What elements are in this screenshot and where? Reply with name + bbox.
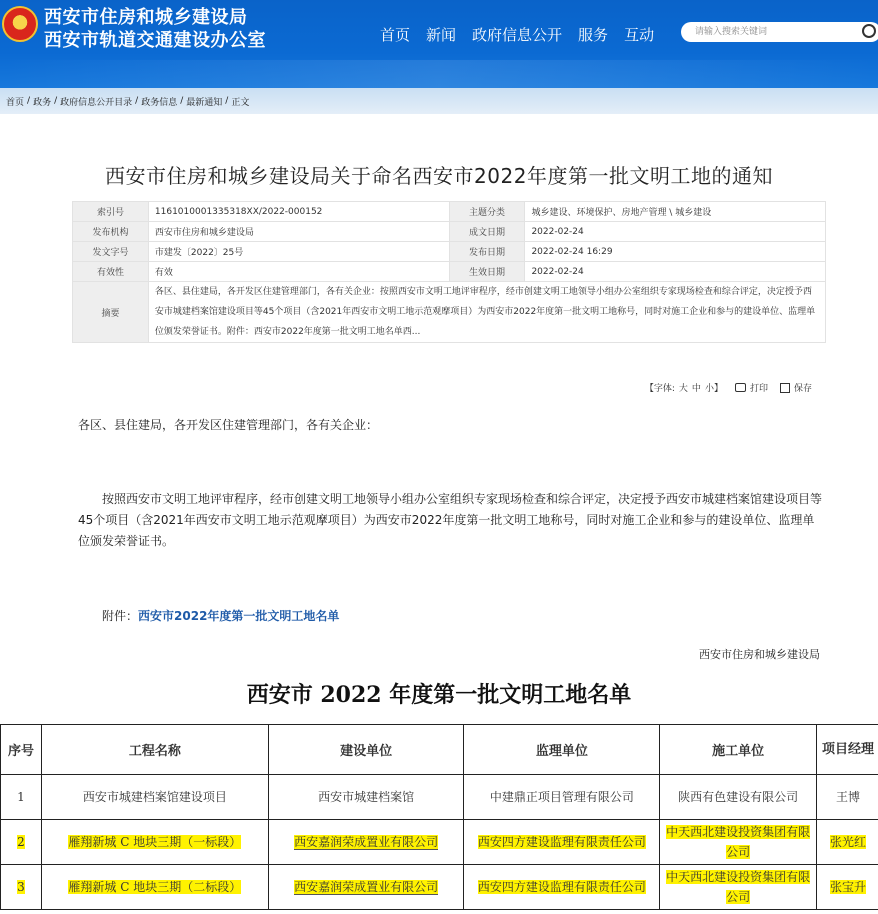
breadcrumb-separator: / [54,96,58,106]
highlighted-supervisor: 西安四方建设监理有限责任公司 [477,835,646,849]
highlighted-contractor: 中天西北建设投资集团有限公司 [666,870,811,904]
cell-no: 1 [1,775,42,820]
cell-supervisor [464,865,660,910]
header-manager: 项目经理 [817,725,878,775]
cell-project [41,820,268,865]
publisher-label: 发布机构 [73,222,149,242]
cell-supervisor: 中建鼎正项目管理有限公司 [464,775,660,820]
nav-news[interactable]: 新闻 [426,26,457,44]
breadcrumb-current: 正文 [231,97,250,108]
font-size-suffix: 】 [713,384,723,394]
header-supervisor: 监理单位 [464,725,660,775]
site-title-line2: 西安市轨道交通建设办公室 [44,30,266,51]
highlighted-contractor: 中天西北建设投资集团有限公司 [666,825,811,859]
cell-manager [817,865,878,910]
topic-value: 城乡建设、环境保护、房地产管理 \ 城乡建设 [525,202,826,222]
effective-date-label: 生效日期 [449,262,525,282]
nav-gov-info[interactable]: 政府信息公开 [472,26,563,44]
highlighted-project: 雁翔新城 C 地块三期（二标段） [68,880,242,894]
cell-builder: 西安市城建档案馆 [268,775,464,820]
highlighted-supervisor: 西安四方建设监理有限责任公司 [477,880,646,894]
attachment-link[interactable]: 西安市2022年度第一批文明工地名单 [138,609,340,623]
doc-number-label: 发文字号 [73,242,149,262]
body-paragraph: 按照西安市文明工地评审程序，经市创建文明工地领导小组办公室组织专家现场检查和综合评定，决定授予西安市城建档案馆建设项目等45个项目（含2021年西安市文明工地示范观摩项目）为西安市2022年度第一批文明工地称号，同时对施工企业和参与的建设单位、监理单位颁发荣誉证书。 [78,492,823,548]
cell-project: 西安市城建档案馆建设项目 [41,775,268,820]
cell-manager: 王博 [817,775,878,820]
breadcrumb-gov-info-catalog[interactable]: 政府信息公开目录 [60,97,133,108]
highlighted-manager: 张光红 [830,835,867,849]
highlighted-no: 3 [17,880,25,894]
article-title: 西安市住房和城乡建设局关于命名西安市2022年度第一批文明工地的通知 [105,164,773,188]
highlighted-no: 2 [17,835,25,849]
breadcrumb-separator: / [180,96,184,106]
validity-value: 有效 [148,262,449,282]
font-large-button[interactable]: 大 [678,384,688,394]
highlighted-manager: 张宝升 [830,880,867,894]
save-icon[interactable] [780,383,790,393]
signature: 西安市住房和城乡建设局 [699,648,820,661]
breadcrumb-affairs[interactable]: 政务 [33,97,52,108]
created-date-value: 2022-02-24 [525,222,826,242]
published-date-label: 发布日期 [449,242,525,262]
cell-project [41,865,268,910]
breadcrumb-separator: / [27,96,31,106]
breadcrumb-latest-notice[interactable]: 最新通知 [186,97,223,108]
summary-label: 摘要 [73,282,149,343]
table-row [1,775,878,820]
highlighted-builder: 西安嘉润荣成置业有限公司 [294,880,439,894]
created-date-label: 成文日期 [449,222,525,242]
site-title-line1: 西安市住房和城乡建设局 [44,7,248,28]
cell-contractor [660,820,817,865]
header-builder: 建设单位 [268,725,464,775]
header-project: 工程名称 [41,725,268,775]
header-contractor: 施工单位 [660,725,817,775]
table-row [1,820,878,865]
breadcrumb-separator: / [225,96,229,106]
breadcrumb-home[interactable]: 首页 [6,97,25,108]
table-header-row [1,725,878,775]
table-row [1,865,878,910]
font-medium-button[interactable]: 中 [691,384,701,394]
index-value: 11610100013353​18XX/2022-000152 [148,202,449,222]
national-emblem-icon: ★ [2,6,38,42]
effective-date-value: 2022-02-24 [525,262,826,282]
save-button[interactable]: 保存 [793,384,812,394]
font-size-prefix: 【字体: [644,384,675,394]
attachment [102,607,339,624]
site-header [0,0,878,88]
metadata-table [72,201,826,343]
site-list-table [0,724,878,910]
highlighted-builder: 西安嘉润荣成置业有限公司 [294,835,439,849]
cell-builder [268,820,464,865]
cell-no [1,865,42,910]
cell-manager [817,820,878,865]
nav-services[interactable]: 服务 [578,26,609,44]
cell-no [1,820,42,865]
validity-label: 有效性 [73,262,149,282]
breadcrumb-gov-affairs-info[interactable]: 政务信息 [141,97,178,108]
font-small-button[interactable]: 小 [704,384,714,394]
cell-contractor [660,865,817,910]
cell-contractor: 陕西有色建设有限公司 [660,775,817,820]
printer-icon[interactable] [735,383,746,392]
cell-builder [268,865,464,910]
doc-number-value: 市建发〔2022〕25号 [148,242,449,262]
header-no: 序号 [1,725,42,775]
salutation: 各区、县住建局，各开发区住建管理部门，各有关企业： [78,418,379,432]
site-title[interactable] [44,6,266,52]
summary-value: 各区、县住建局，各开发区住建管理部门，各有关企业：按照西安市文明工地评审程序，经市创建文明工地领导小组办公室组织专家现场检查和综合评定，决定授予西安市城建档案馆建设项目等45个项目（含2021年西安市文明工地示范观摩项目）为西安市2022年度第一批文明工地称号，同时对施工企业和参与的建设单位、监理单位颁发荣誉证书。附件：西安市2022年度第一批文明工地名单西... [148,282,825,343]
list-title: 西安市 2022 年度第一批文明工地名单 [246,682,632,708]
attachment-label: 附件： [102,609,139,623]
nav-interaction[interactable]: 互动 [624,26,655,44]
published-date-value: 2022-02-24 16:29 [525,242,826,262]
nav-home[interactable]: 首页 [380,26,411,44]
print-button[interactable]: 打印 [749,384,768,394]
search-input[interactable] [681,22,878,42]
article-tools [645,381,812,394]
topic-label: 主题分类 [449,202,525,222]
search-icon[interactable] [862,24,876,38]
highlighted-project: 雁翔新城 C 地块三期（一标段） [68,835,242,849]
breadcrumb [0,88,878,114]
breadcrumb-separator: / [135,96,139,106]
index-label: 索引号 [73,202,149,222]
cell-supervisor [464,820,660,865]
publisher-value: 西安市住房和城乡建设局 [148,222,449,242]
main-nav [380,24,670,46]
